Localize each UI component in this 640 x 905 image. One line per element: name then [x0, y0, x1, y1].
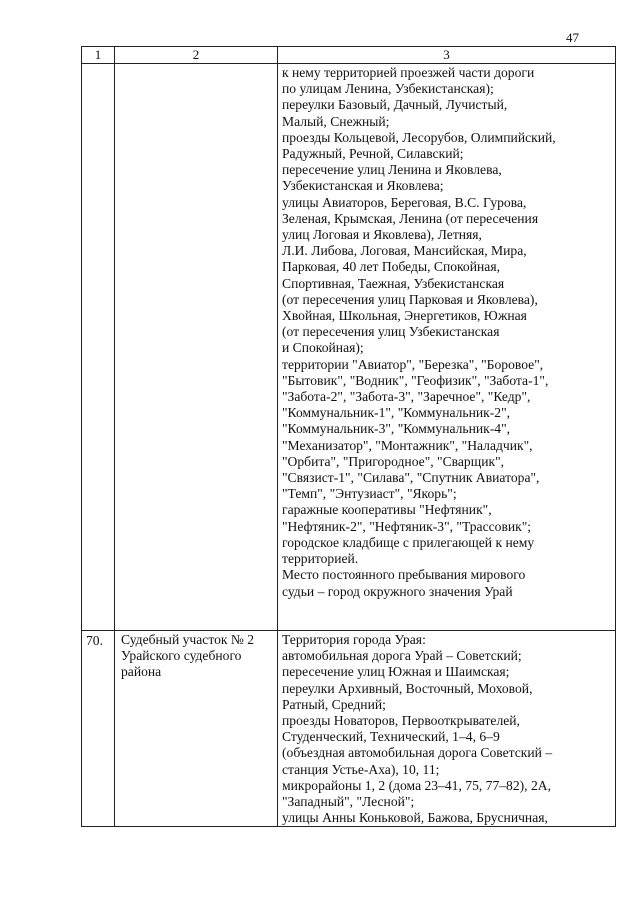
- header-col-3: 3: [278, 47, 616, 64]
- text-line: Малый, Снежный;: [282, 113, 390, 129]
- text-line: Хвойная, Школьная, Энергетиков, Южная: [282, 308, 527, 324]
- court-cell: [115, 64, 278, 631]
- text-line: по улицам Ленина, Узбекистанская);: [282, 81, 494, 97]
- text-line: Место постоянного пребывания мирового: [282, 567, 526, 583]
- text-line: Спортивная, Таежная, Узбекистанская: [282, 275, 505, 291]
- text-line: пересечение улиц Ленина и Яковлева,: [282, 162, 502, 178]
- text-line: Студенческий, Технический, 1–4, 6–9: [282, 729, 500, 745]
- text-line: "Механизатор", "Монтажник", "Наладчик",: [282, 437, 533, 453]
- text-line: "Бытовик", "Водник", "Геофизик", "Забота-1",: [282, 372, 549, 388]
- text-line: "Забота-2", "Забота-3", "Заречное", "Кедр",: [282, 389, 531, 405]
- court-lines: [115, 64, 277, 65]
- text-line: территорией.: [282, 551, 359, 567]
- text-line: станция Устье-Аха), 10, 11;: [282, 761, 440, 777]
- court-lines: [115, 631, 277, 681]
- text-line: района: [121, 664, 162, 680]
- text-line: "Орбита", "Пригородное", "Сварщик",: [282, 453, 505, 469]
- text-line: Территория города Урая:: [282, 632, 426, 647]
- document-table: [81, 46, 616, 827]
- text-line: "Нефтяник-2", "Нефтяник-3", "Трассовик";: [282, 518, 532, 534]
- text-line: микрорайоны 1, 2 (дома 23–41, 75, 77–82), 2А,: [282, 777, 551, 793]
- text-line: проезды Кольцевой, Лесорубов, Олимпийский,: [282, 129, 556, 145]
- text-line: Парковая, 40 лет Победы, Спокойная,: [282, 259, 500, 275]
- text-line: и Спокойная);: [282, 340, 364, 356]
- row-number: 70.: [86, 633, 103, 648]
- court-cell: [115, 631, 278, 827]
- header-col-2: 2: [115, 47, 278, 64]
- text-line: судьи – город окружного значения Урай: [282, 583, 513, 599]
- text-line: Радужный, Речной, Силавский;: [282, 146, 464, 162]
- table-row: [82, 64, 616, 631]
- table-row: [82, 631, 616, 827]
- text-line: улицы Анны Коньковой, Бажова, Брусничная,: [282, 810, 548, 826]
- table-header-row: [82, 47, 616, 64]
- text-line: проезды Новаторов, Первооткрывателей,: [282, 713, 520, 729]
- text-line: Узбекистанская и Яковлева;: [282, 178, 444, 194]
- header-col-1: 1: [82, 47, 115, 64]
- text-line: Ратный, Средний;: [282, 696, 386, 712]
- text-line: улицы Авиаторов, Береговая, В.С. Гурова,: [282, 194, 527, 210]
- text-line: (от пересечения улиц Узбекистанская: [282, 324, 500, 340]
- text-line: "Коммунальник-3", "Коммунальник-4",: [282, 421, 511, 437]
- text-line: к нему территорией проезжей части дороги: [282, 65, 535, 80]
- text-line: Урайского судебного: [121, 648, 242, 664]
- text-line: улиц Логовая и Яковлева), Летняя,: [282, 227, 482, 243]
- text-line: Л.И. Либова, Логовая, Мансийская, Мира,: [282, 243, 527, 259]
- row-number: [82, 64, 114, 66]
- text-line: "Западный", "Лесной";: [282, 794, 415, 810]
- text-line: территории "Авиатор", "Березка", "Боровое",: [282, 356, 544, 372]
- text-line: "Коммунальник-1", "Коммунальник-2",: [282, 405, 511, 421]
- row-number-cell: [82, 631, 115, 827]
- row-number-cell: [82, 64, 115, 631]
- text-line: (объездная автомобильная дорога Советский –: [282, 745, 553, 761]
- territory-lines: [278, 631, 615, 826]
- text-line: Зеленая, Крымская, Ленина (от пересечения: [282, 210, 539, 226]
- text-line: (от пересечения улиц Парковая и Яковлева),: [282, 291, 538, 307]
- text-line: переулки Архивный, Восточный, Моховой,: [282, 680, 533, 696]
- territory-cell: [278, 64, 616, 631]
- text-line: автомобильная дорога Урай – Советский;: [282, 648, 522, 664]
- territory-lines: [278, 64, 615, 630]
- text-line: Судебный участок № 2: [121, 632, 255, 647]
- text-line: гаражные кооперативы "Нефтяник",: [282, 502, 492, 518]
- text-line: пересечение улиц Южная и Шаимская;: [282, 664, 510, 680]
- text-line: городское кладбище с прилегающей к нему: [282, 534, 535, 550]
- page-number: 47: [566, 30, 579, 45]
- text-line: переулки Базовый, Дачный, Лучистый,: [282, 97, 508, 113]
- text-line: "Связист-1", "Силава", "Спутник Авиатора",: [282, 470, 540, 486]
- text-line: "Темп", "Энтузиаст", "Якорь";: [282, 486, 457, 502]
- territory-cell: [278, 631, 616, 827]
